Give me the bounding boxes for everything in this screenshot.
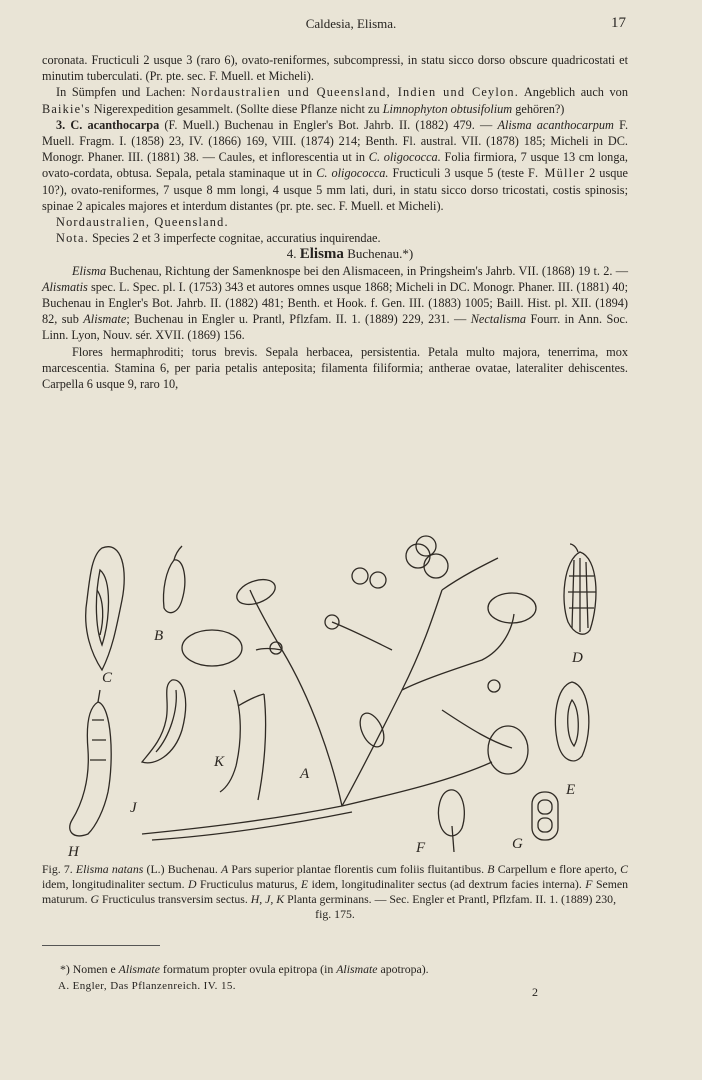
paragraph-1: coronata. Fructiculi 2 usque 3 (raro 6), ovato-reniformes, subcompressi, in statu sicco dorso obscure quadricostati et minutim tuberculati. (Pr. pte. sec. F. Muell. et Micheli). bbox=[42, 53, 628, 84]
genus-synonymy: Elisma Buchenau, Richtung der Samenknospe bei den Alismaceen, in Pringsheim's Jahrb. VII. (1868) 19 t. 2. — Alismatis spec. L. Spec. pl. I. (1753) 343 et autores omnes usque 1868; Micheli in DC. Monogr. Phaner. III. (1881) 40; Buchenau in Engler's Bot. Jahrb. II. (1882) 481; Benth. et Hook. f. Gen. III. (1883) 1005; Baill. Hist. pl. XII. (1894) 82, sub Alismate; Buchenau in Engler u. Prantl, Pflzfam. II. 1. (1889) 229, 231. — Nectalisma Fourr. in Ann. Soc. Linn. Lyon, Nouv. sér. XVII. (1869) 156. bbox=[42, 263, 629, 343]
footnote-divider bbox=[42, 945, 160, 946]
fig-b-drawing bbox=[163, 546, 184, 613]
region-names: Nordaustralien und Queensland, Indien und Ceylon. bbox=[191, 85, 519, 100]
footnote: *) Nomen e Alismate formatum propter ovula epitropa (in Alismate apotropa). bbox=[60, 962, 429, 976]
page-number: 17 bbox=[611, 15, 626, 31]
collector-name: Baikie's bbox=[42, 101, 91, 116]
signature-mark: 2 bbox=[532, 985, 538, 999]
paragraph-nota: Nota. Species 2 et 3 imperfecte cognitae, accuratius inquirendae. bbox=[56, 231, 381, 246]
fig-d-drawing bbox=[564, 544, 596, 634]
label-e: E bbox=[566, 782, 576, 798]
paragraph-distribution: In Sümpfen und Lachen: Nordaustralien und Queensland, Indien und Ceylon. Angeblich auch von Baikie's Nigerexpedition gesammelt. (Sollte diese Pflanze nicht zu Limnophyton obtusifolium gehören?) bbox=[42, 85, 628, 116]
botanical-figure bbox=[42, 530, 652, 860]
paragraph-distribution-2: Nordaustralien, Queensland. bbox=[56, 215, 229, 230]
book-imprint: A. Engler, Das Pflanzenreich. IV. 15. bbox=[58, 980, 236, 992]
fig-c-drawing bbox=[86, 547, 125, 670]
paragraph-species-3: 3. C. acanthocarpa (F. Muell.) Buchenau in Engler's Bot. Jahrb. II. (1882) 479. — Alisma acanthocarpum F. Muell. Fragm. I. (1858) 23, IV. (1866) 169, VIII. (1874) 214; Benth. Fl. austral. VII. (1878) 185; Micheli in DC. Monogr. Phaner. III. (1881) 38. — Caules, et inflorescentia ut in C. oligococca. Folia firmiora, 7 usque 13 cm longa, ovato-cordata, obtusa. Sepala, petala staminaque ut in C. oligococca. Fructiculi 3 usque 5 (teste F. Müller 2 usque 10?), ovato-reniformes, 7 usque 8 mm longi, 4 usque 5 mm lati, duri, in statu sicco dorso tricostati, costis spinosis; spinae 2 apicales majores et interdum distantes (pr. pte. sec. F. Muell. et Micheli). bbox=[42, 117, 629, 213]
fig-j-drawing bbox=[142, 680, 186, 763]
label-k: K bbox=[214, 754, 225, 770]
genus-heading: 4. Elisma Buchenau.*) bbox=[286, 246, 414, 263]
label-d: D bbox=[572, 650, 583, 666]
label-b: B bbox=[154, 628, 164, 644]
genus-name: Elisma bbox=[299, 246, 344, 263]
label-a: A bbox=[300, 766, 310, 782]
label-c: C bbox=[102, 670, 113, 686]
plant-illustration bbox=[42, 530, 652, 860]
label-g: G bbox=[512, 836, 523, 852]
fig-a-drawing bbox=[142, 536, 536, 840]
genus-description: Flores hermaphroditi; torus brevis. Sepala herbacea, persistentia. Petala multo majora, tenerrima, mox marcescentia. Stamina 6, per paria petalis anteposita; filamenta filiformia; antherae ovatae, lateraliter dehiscentes. Carpella 6 usque 9, raro 10, bbox=[42, 344, 628, 392]
taxon-limnophyton: Limnophyton obtusifolium bbox=[382, 101, 513, 116]
fig-g-drawing bbox=[532, 792, 558, 840]
main-text bbox=[42, 52, 628, 392]
fig-k-drawing bbox=[220, 690, 266, 800]
fig-e-drawing bbox=[555, 682, 589, 761]
species-name: acanthocarpa bbox=[87, 117, 160, 132]
running-title: Caldesia, Elisma. bbox=[305, 16, 397, 31]
fig-h-drawing bbox=[70, 690, 111, 836]
label-j: J bbox=[130, 800, 137, 816]
label-h: H bbox=[68, 844, 79, 860]
fig-f-drawing bbox=[438, 790, 464, 852]
figure-caption: Fig. 7. Elisma natans (L.) Buchenau. A Pars superior plantae florentis cum foliis fluitantibus. B Carpellum e flore aperto, C idem, longitudinaliter sectum. D Fructiculus maturus, E idem, longitudinaliter sectus (ad dextrum facies interna). F Semen maturum. G Fructiculus transversim sectus. H, J, K Planta germinans. — Sec. Engler et Prantl, Pflzfam. II. 1. (1889) 230, fig. 175. bbox=[42, 862, 629, 921]
label-f: F bbox=[416, 840, 426, 856]
